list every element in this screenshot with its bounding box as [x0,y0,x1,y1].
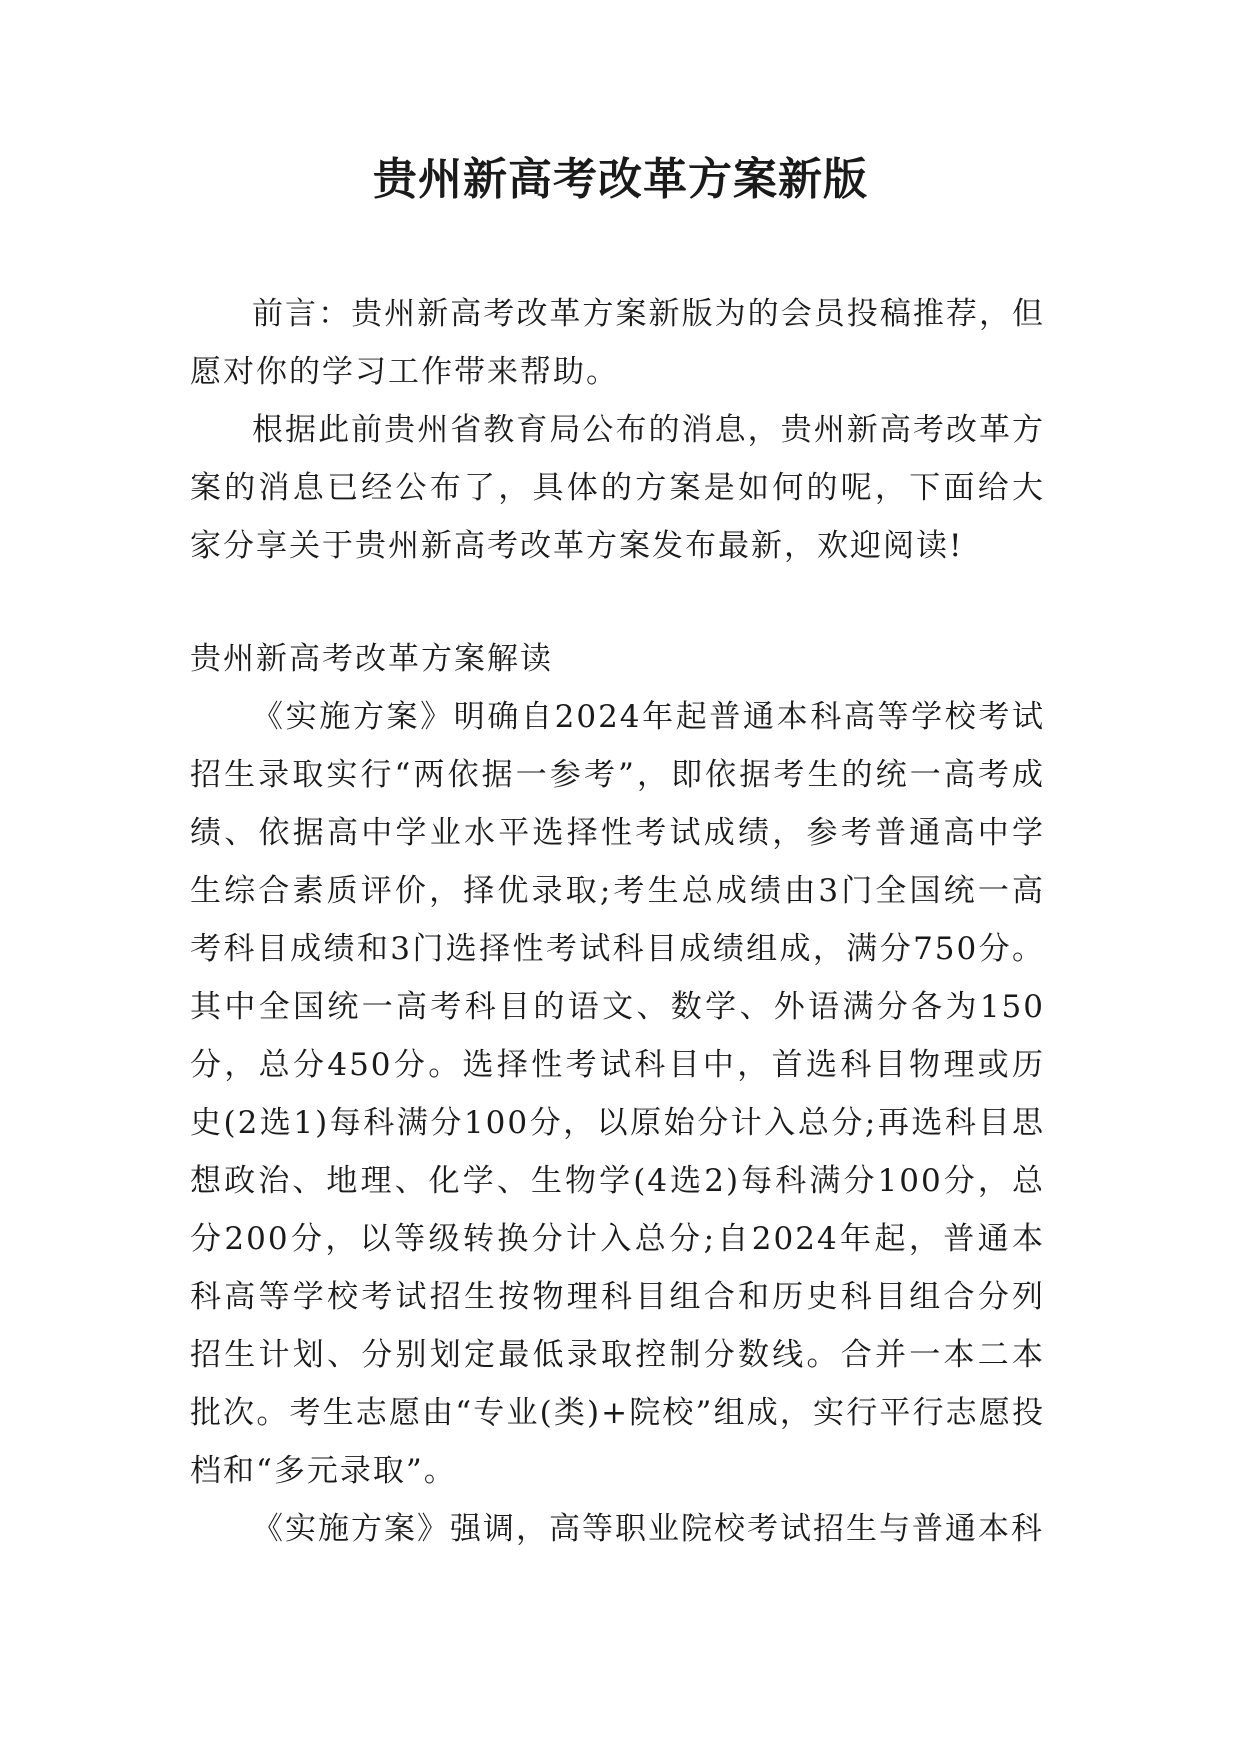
section-paragraph-1: 《实施方案》明确自2024年起普通本科高等学校考试招生录取实行“两依据一参考”，即依据考生的统一高考成绩、依据高中学业水平选择性考试成绩，参考普通高中学生综合素质评价，择优录取;考生总成绩由3门全国统一高考科目成绩和3门选择性考试科目成绩组成，满分750分。其中全国统一高考科目的语文、数学、外语满分各为150分，总分450分。选择性考试科目中，首选科目物理或历史(2选1)每科满分100分，以原始分计入总分;再选科目思想政治、地理、化学、生物学(4选2)每科满分100分，总分200分，以等级转换分计入总分;自2024年起，普通本科高等学校考试招生按物理科目组合和历史科目组合分列招生计划、分别划定最低录取控制分数线。合并一本二本批次。考生志愿由“专业(类)+院校”组成，实行平行志愿投档和“多元录取”。 [190,699,1045,1489]
document-title: 贵州新高考改革方案新版 [373,154,868,205]
opening-paragraph: 根据此前贵州省教育局公布的消息，贵州新高考改革方案的消息已经公布了，具体的方案是如何的呢，下面给大家分享关于贵州新高考改革方案发布最新，欢迎阅读! [190,412,1045,564]
main-section [190,630,1045,1558]
intro-block [190,285,1045,575]
section-paragraph-2: 《实施方案》强调，高等职业院校考试招生与普通本科 [252,1511,1044,1547]
intro-paragraph: 前言：贵州新高考改革方案新版为的会员投稿推荐，但愿对你的学习工作带来帮助。 [190,296,1045,390]
section-heading: 贵州新高考改革方案解读 [190,641,553,677]
